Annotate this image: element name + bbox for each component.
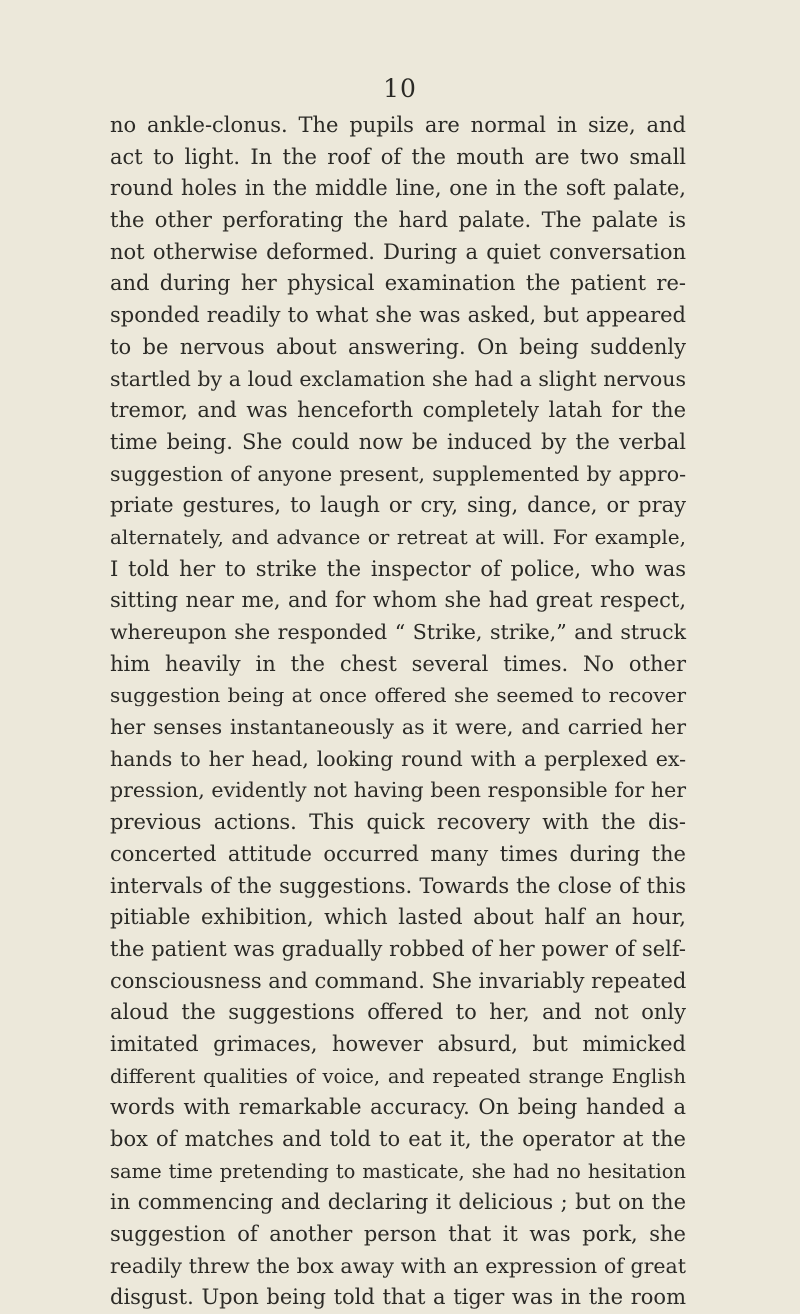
text-line: him heavily in the chest several times. No other	[110, 651, 686, 676]
text-line: time being. She could now be induced by the verbal	[110, 429, 686, 454]
text-line: alternately, and advance or retreat at will. For example,	[110, 524, 686, 549]
text-line: consciousness and command. She invariably repeated	[110, 968, 687, 993]
text-line: startled by a loud exclamation she had a slight nervous	[110, 366, 686, 391]
text-line: no ankle-clonus. The pupils are normal in size, and	[110, 113, 686, 137]
text-line: the other perforating the hard palate. The palate is	[110, 208, 686, 233]
text-line: sponded readily to what she was asked, but appeared	[110, 303, 686, 328]
text-line: and during her physical examination the patient re-	[110, 271, 686, 296]
text-line: pression, evidently not having been responsible for her	[110, 778, 686, 803]
text-line: the patient was gradually robbed of her power of self-	[110, 936, 686, 961]
page-number: 10	[383, 74, 417, 103]
text-line: priate gestures, to laugh or cry, sing, dance, or pray	[110, 493, 686, 518]
text-line: hands to her head, looking round with a perplexed ex-	[110, 746, 686, 771]
text-line: I told her to strike the inspector of police, who was	[110, 556, 686, 581]
text-line: previous actions. This quick recovery with the dis-	[110, 810, 686, 835]
text-line: readily threw the box away with an expression of great	[110, 1253, 686, 1278]
text-line: tremor, and was henceforth completely latah for the	[110, 398, 686, 423]
text-line: box of matches and told to eat it, the operator at the	[110, 1127, 686, 1151]
body-text	[110, 110, 686, 1314]
text-line: concerted attitude occurred many times during the	[110, 841, 686, 866]
text-line: suggestion being at once offered she seemed to recover	[110, 683, 686, 708]
text-line: whereupon she responded “ Strike, strike,” and struck	[110, 620, 686, 644]
text-line: round holes in the middle line, one in the soft palate,	[110, 176, 686, 201]
text-line: suggestion of another person that it was pork, she	[110, 1222, 686, 1247]
text-line: same time pretending to masticate, she had no hesitation	[110, 1159, 686, 1183]
text-line: in commencing and declaring it delicious ; but on the	[110, 1190, 686, 1215]
text-line: aloud the suggestions offered to her, and not only	[110, 1000, 686, 1025]
text-line: not otherwise deformed. During a quiet conversation	[110, 239, 686, 264]
text-line: imitated grimaces, however absurd, but mimicked	[110, 1031, 686, 1056]
text-line: words with remarkable accuracy. On being handed a	[110, 1095, 686, 1120]
text-line: pitiable exhibition, which lasted about half an hour,	[110, 905, 686, 930]
text-line: different qualities of voice, and repeated strange English	[110, 1064, 686, 1088]
text-line: act to light. In the roof of the mouth are two small	[110, 144, 686, 169]
text-line: her senses instantaneously as it were, and carried her	[110, 715, 686, 740]
text-line: intervals of the suggestions. Towards the close of this	[110, 873, 686, 898]
text-line: disgust. Upon being told that a tiger was in the room	[110, 1285, 686, 1310]
text-line: sitting near me, and for whom she had great respect,	[110, 588, 686, 613]
text-line: to be nervous about answering. On being suddenly	[110, 334, 686, 359]
text-line: suggestion of anyone present, supplemented by appro-	[110, 461, 686, 486]
